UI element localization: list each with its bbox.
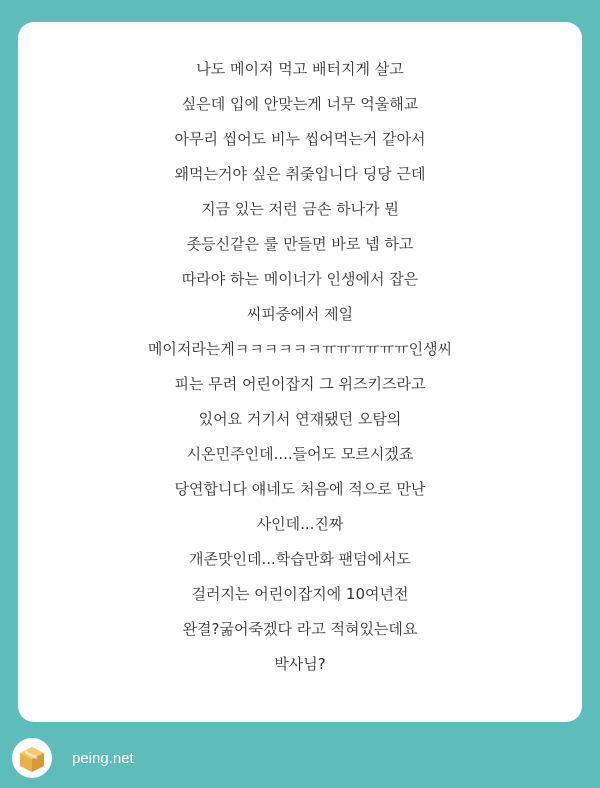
message-line: 시온민주인데....들어도 모르시겠죠 bbox=[186, 445, 414, 463]
message-line: 씨피중에서 제일 bbox=[246, 305, 354, 323]
message-line: 사인데...진짜 bbox=[256, 515, 344, 533]
message-line: 메이저라는게ㅋㅋㅋㅋㅋㅋㅠㅠㅠㅠㅠㅠ인생씨 bbox=[147, 340, 453, 358]
message-line: 있어요 거기서 연재됐던 오탐의 bbox=[198, 410, 402, 428]
question-text bbox=[18, 52, 582, 682]
message-line: 나도 메이저 먹고 배터지게 살고 bbox=[196, 60, 404, 78]
question-card bbox=[18, 22, 582, 722]
footer bbox=[12, 736, 134, 780]
message-line: 왜먹는거야 싶은 취줒입니다 딩당 근데 bbox=[174, 165, 426, 183]
message-line: 따라야 하는 메이너가 인생에서 잡은 bbox=[181, 270, 419, 288]
message-line: 개존맛인데...학습만화 팬덤에서도 bbox=[189, 550, 411, 568]
message-line: 아무리 씹어도 비누 씹어먹는거 같아서 bbox=[174, 130, 426, 148]
message-line: 싶은데 입에 안맞는게 너무 억울해교 bbox=[181, 95, 419, 113]
brand-link[interactable]: peing.net bbox=[72, 749, 134, 767]
message-line: 좃등신같은 룰 만들면 바로 넵 하고 bbox=[186, 235, 414, 253]
box-icon[interactable] bbox=[12, 738, 52, 778]
message-line: 박사님? bbox=[274, 655, 326, 673]
message-line: 당연합니다 얘네도 처음에 적으로 만난 bbox=[174, 480, 426, 498]
message-line: 지금 있는 저런 금손 하나가 뭔 bbox=[201, 200, 399, 218]
message-line: 피는 무려 어린이잡지 그 위즈키즈라고 bbox=[174, 375, 426, 393]
message-line: 완결?굶어죽겠다 라고 적혀있는데요 bbox=[182, 620, 418, 638]
message-line: 걸러지는 어린이잡지에 10여년전 bbox=[191, 585, 409, 603]
